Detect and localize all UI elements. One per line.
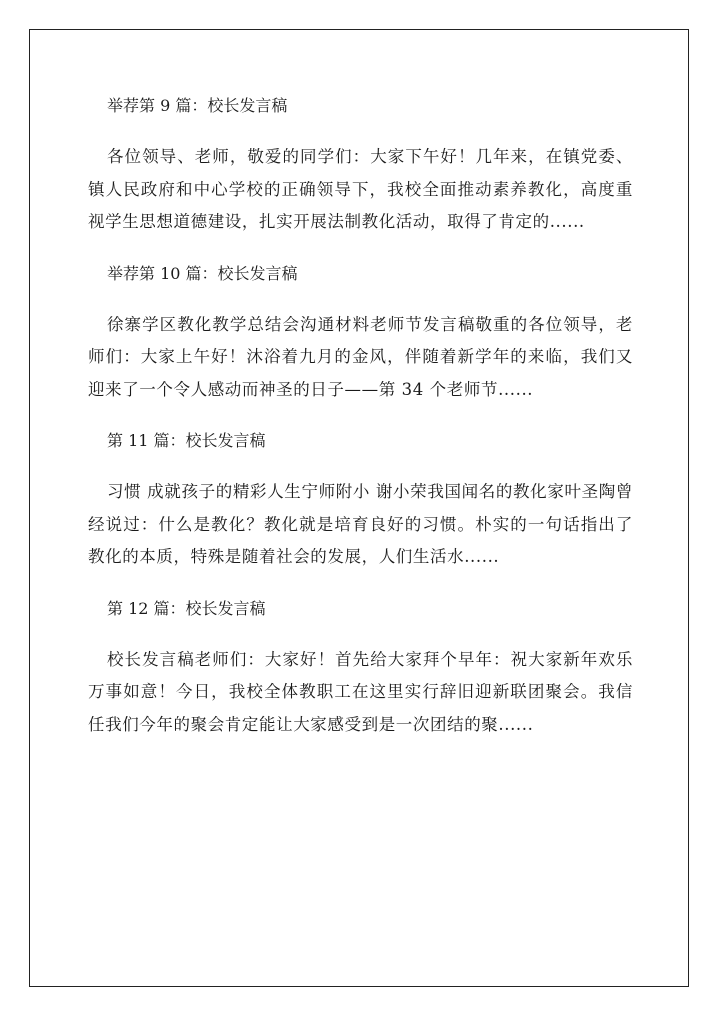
document-content bbox=[88, 94, 633, 764]
section-body: 校长发言稿老师们：大家好！首先给大家拜个早年：祝大家新年欢乐万事如意！今日，我校全体教职工在这里实行辞旧迎新联团聚会。我信任我们今年的聚会肯定能让大家感受到是一次团结的聚...... bbox=[88, 649, 633, 734]
section-heading: 举荐第 9 篇：校长发言稿 bbox=[107, 96, 288, 115]
section-11 bbox=[88, 429, 633, 574]
section-9 bbox=[88, 94, 633, 239]
section-heading: 举荐第 10 篇：校长发言稿 bbox=[107, 263, 298, 283]
section-body: 习惯 成就孩子的精彩人生宁师附小 谢小荣我国闻名的教化家叶圣陶曾经说过：什么是教化？教化就是培育良好的习惯。朴实的一句话指出了教化的本质，特殊是随着社会的发展，人们生活水...... bbox=[88, 482, 633, 566]
section-body: 徐寨学区教化教学总结会沟通材料老师节发言稿敬重的各位领导，老师们：大家上午好！沐浴着九月的金风，伴随着新学年的来临，我们又迎来了一个令人感动而神圣的日子——第 34 个老师节...... bbox=[88, 314, 633, 399]
section-body: 各位领导、老师，敬爱的同学们：大家下午好！几年来，在镇党委、镇人民政府和中心学校的正确领导下，我校全面推动素养教化，高度重视学生思想道德建设，扎实开展法制教化活动，取得了肯定的...... bbox=[88, 147, 633, 231]
section-10 bbox=[88, 262, 633, 407]
section-12 bbox=[88, 597, 633, 742]
section-heading: 第 12 篇：校长发言稿 bbox=[107, 598, 266, 618]
section-heading: 第 11 篇：校长发言稿 bbox=[107, 431, 266, 450]
